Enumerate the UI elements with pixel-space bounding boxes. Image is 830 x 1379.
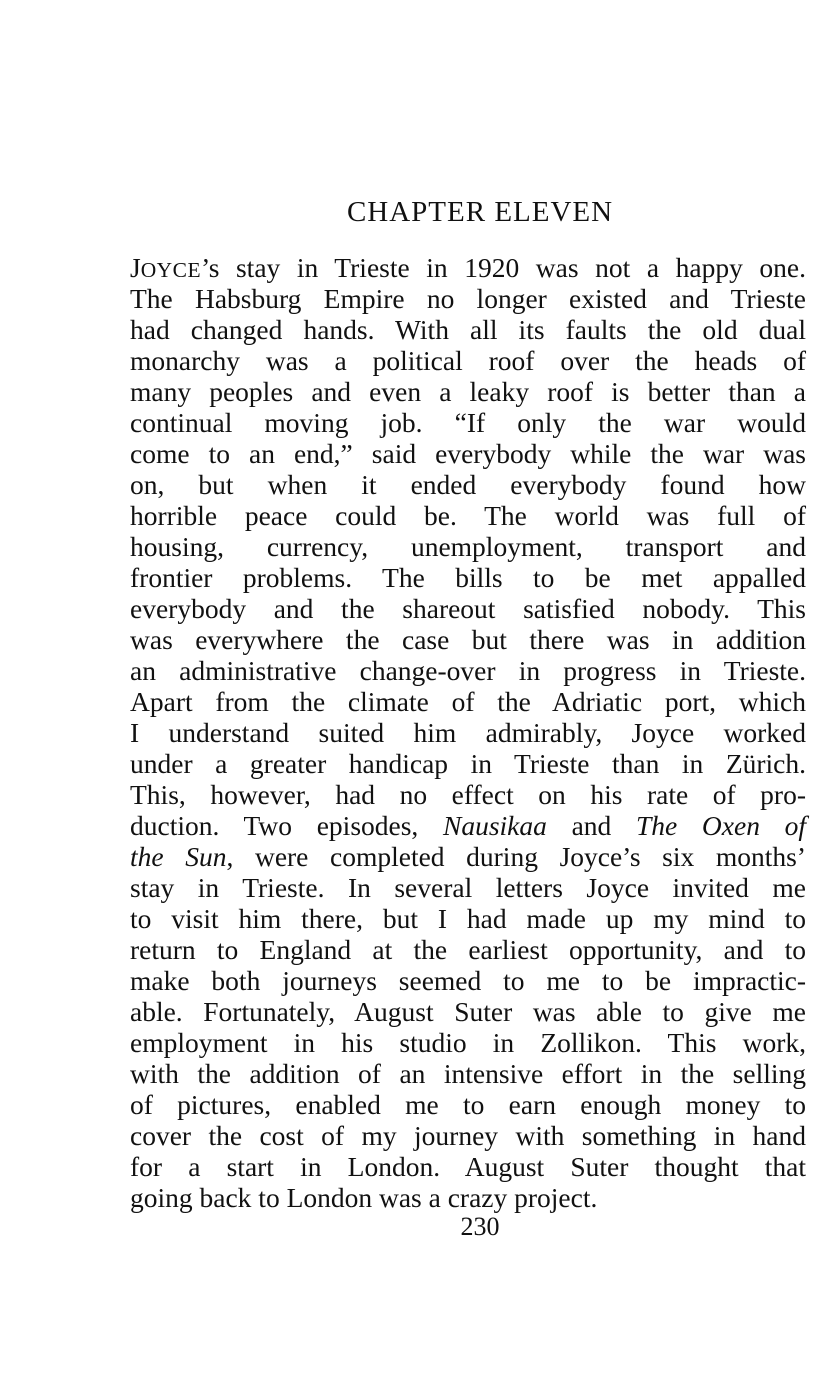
- text-line: The Habsburg Empire no longer existed and Trieste: [130, 283, 806, 314]
- text-line: able. Fortunately, August Suter was able to give me: [130, 996, 806, 1027]
- text-line: make both journeys seemed to me to be impractic-: [130, 965, 806, 996]
- text-line: [130, 841, 806, 872]
- italic-title-nausikaa: Nausikaa: [443, 810, 547, 841]
- text-line: horrible peace could be. The world was full of: [130, 500, 806, 531]
- text-line: to visit him there, but I had made up my mind to: [130, 903, 806, 934]
- text-line: frontier problems. The bills to be met appalled: [130, 562, 806, 593]
- text-line: everybody and the shareout satisfied nobody. This: [130, 593, 806, 624]
- italic-title-oxen: The Oxen of: [635, 810, 807, 841]
- text-line: on, but when it ended everybody found how: [130, 469, 806, 500]
- text-line: return to England at the earliest opportunity, and to: [130, 934, 806, 965]
- text-line: an administrative change-over in progress in Trieste.: [130, 655, 806, 686]
- text-line: Apart from the climate of the Adriatic port, which: [130, 686, 806, 717]
- text-line: This, however, had no effect on his rate of pro-: [130, 779, 806, 810]
- text-line: with the addition of an intensive effort in the selling: [130, 1058, 806, 1089]
- italic-title-sun: the Sun: [130, 841, 227, 872]
- text-line: stay in Trieste. In several letters Joyce invited me: [130, 872, 806, 903]
- page-number: 230: [460, 1212, 500, 1241]
- text-line: [130, 810, 806, 841]
- text-line: housing, currency, unemployment, transport and: [130, 531, 806, 562]
- text-line: continual moving job. “If only the war would: [130, 407, 806, 438]
- text-segment: duction. Two episodes,: [130, 810, 419, 841]
- text-line: monarchy was a political roof over the heads of: [130, 345, 806, 376]
- text-line: going back to London was a crazy project.: [130, 1182, 598, 1213]
- text-line: had changed hands. With all its faults the old dual: [130, 314, 806, 345]
- text-line: for a start in London. August Suter thought that: [130, 1151, 806, 1182]
- text-segment: , were completed during Joyce’s six months’: [226, 841, 806, 872]
- text-line-rest: ’s stay in Trieste in 1920 was not a happy one.: [201, 252, 806, 283]
- text-line: was everywhere the case but there was in addition: [130, 624, 806, 655]
- text-line: cover the cost of my journey with something in hand: [130, 1120, 806, 1151]
- text-line: come to an end,” said everybody while the war was: [130, 438, 806, 469]
- text-line: I understand suited him admirably, Joyce worked: [130, 717, 806, 748]
- text-line: of pictures, enabled me to earn enough money to: [130, 1089, 806, 1120]
- text-line: many peoples and even a leaky roof is better than a: [130, 376, 806, 407]
- body-paragraph: [130, 252, 806, 1213]
- text-line: [130, 252, 806, 283]
- chapter-heading: CHAPTER ELEVEN: [346, 196, 614, 228]
- smallcaps-word: OYCE: [140, 258, 202, 282]
- dropcap-letter: J: [130, 252, 141, 283]
- text-segment: and: [571, 810, 612, 841]
- text-line: under a greater handicap in Trieste than in Zürich.: [130, 748, 806, 779]
- text-line: employment in his studio in Zollikon. This work,: [130, 1027, 806, 1058]
